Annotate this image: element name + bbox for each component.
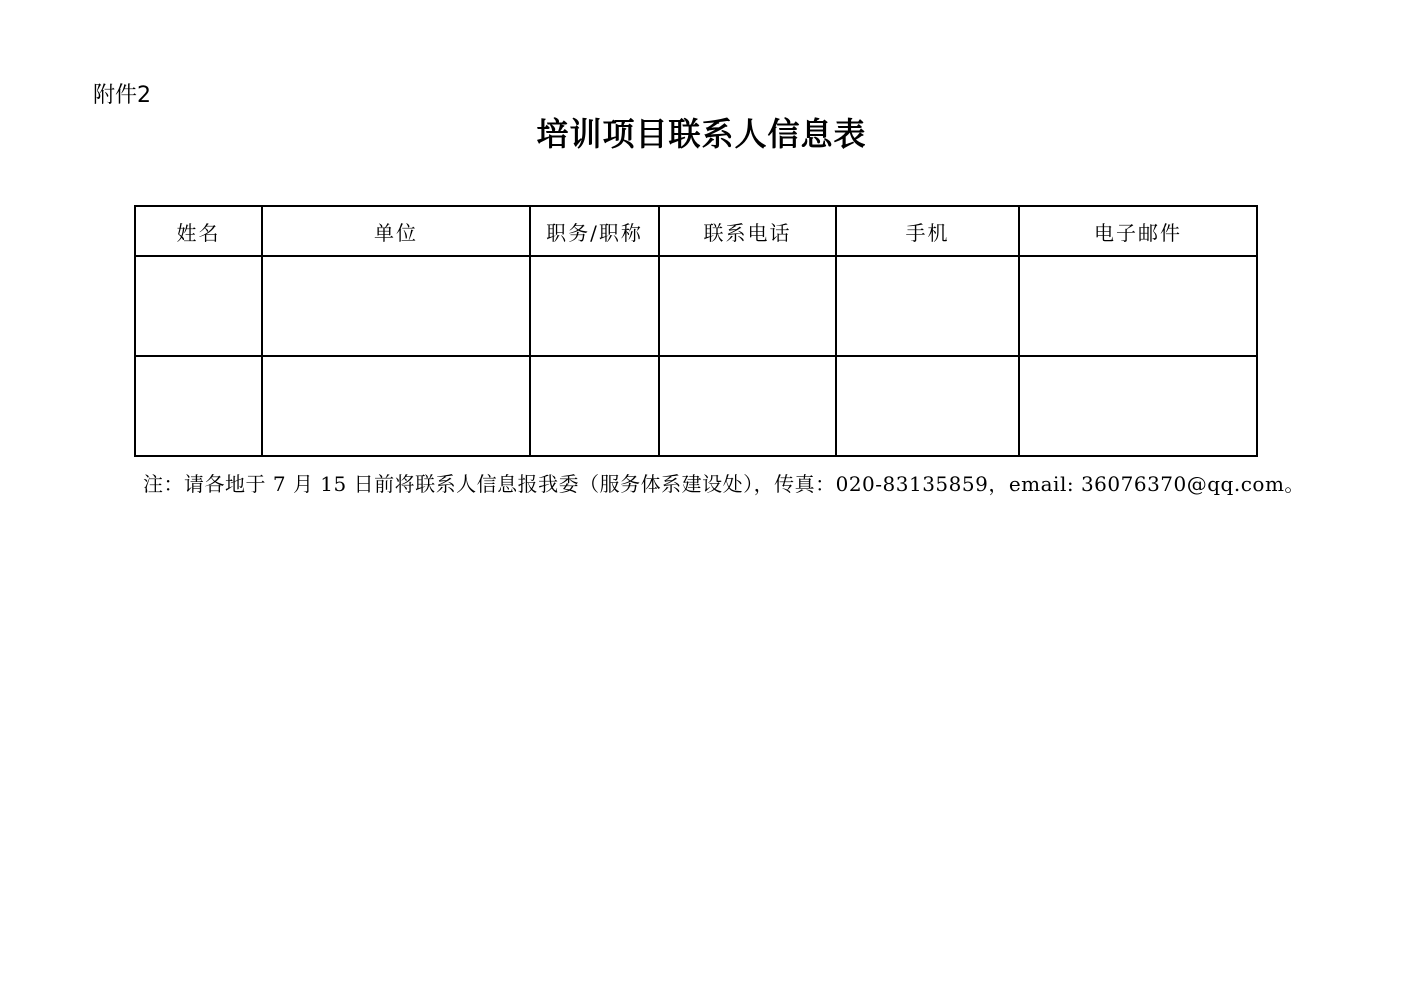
cell-mobile[interactable] [836, 356, 1019, 456]
cell-name[interactable] [135, 356, 262, 456]
table-row [135, 356, 1257, 456]
cell-position-title[interactable] [530, 356, 659, 456]
table-header-row [135, 206, 1257, 256]
cell-email[interactable] [1019, 356, 1257, 456]
header-name: 姓名 [135, 206, 262, 256]
header-email: 电子邮件 [1019, 206, 1257, 256]
header-position-title: 职务/职称 [530, 206, 659, 256]
contact-info-table [134, 205, 1258, 457]
cell-email[interactable] [1019, 256, 1257, 356]
footnote: 注：请各地于 7 月 15 日前将联系人信息报我委（服务体系建设处），传真：020-83135859，email: 36076370@qq.com。 [143, 472, 1305, 496]
cell-organization[interactable] [262, 356, 530, 456]
cell-contact-phone[interactable] [659, 256, 836, 356]
cell-mobile[interactable] [836, 256, 1019, 356]
attachment-label: 附件2 [93, 83, 151, 108]
header-contact-phone: 联系电话 [659, 206, 836, 256]
table-row [135, 256, 1257, 356]
document-title: 培训项目联系人信息表 [536, 115, 867, 153]
cell-name[interactable] [135, 256, 262, 356]
cell-contact-phone[interactable] [659, 356, 836, 456]
cell-organization[interactable] [262, 256, 530, 356]
header-organization: 单位 [262, 206, 530, 256]
header-mobile: 手机 [836, 206, 1019, 256]
cell-position-title[interactable] [530, 256, 659, 356]
